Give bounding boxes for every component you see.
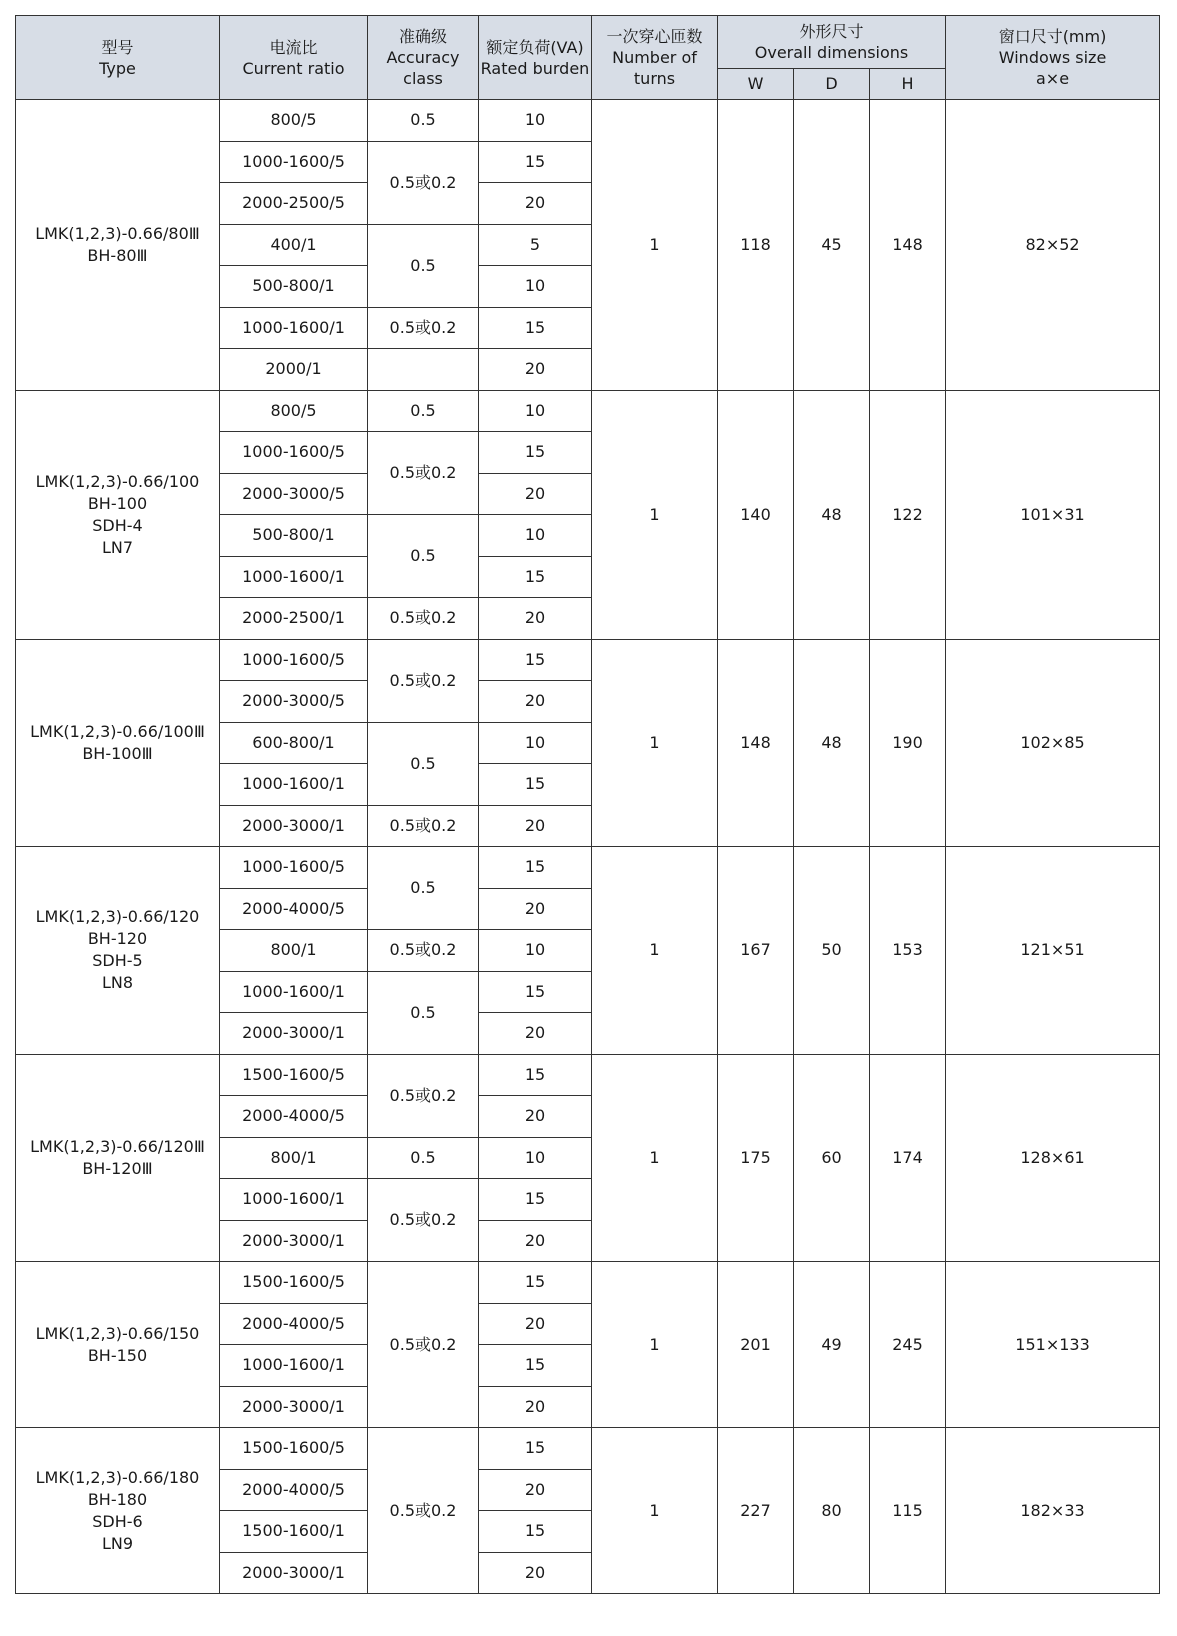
accuracy-class-cell: 0.5或0.2 [368, 1262, 479, 1428]
current-ratio-cell: 500-800/1 [220, 266, 368, 308]
type-line: LMK(1,2,3)-0.66/100 [35, 471, 200, 491]
current-ratio-cell: 2000-2500/5 [220, 183, 368, 225]
table-row [16, 1428, 1160, 1470]
type-line: LMK(1,2,3)-0.66/80Ⅲ [35, 223, 200, 243]
spec-table [15, 15, 1160, 1594]
height-cell: 245 [870, 1262, 946, 1428]
current-ratio-cell: 2000-4000/5 [220, 1303, 368, 1345]
current-ratio-cell: 2000-4000/5 [220, 888, 368, 930]
window-size-cell: 101×31 [946, 390, 1160, 639]
rated-burden-cell: 15 [479, 1511, 592, 1553]
window-size-cell: 82×52 [946, 100, 1160, 391]
accuracy-class-cell: 0.5或0.2 [368, 1428, 479, 1594]
rated-burden-cell: 15 [479, 1428, 592, 1470]
rated-burden-cell: 10 [479, 930, 592, 972]
current-ratio-cell: 1000-1600/1 [220, 307, 368, 349]
type-cell [16, 847, 220, 1055]
rated-burden-cell: 10 [479, 1137, 592, 1179]
window-size-cell: 102×85 [946, 639, 1160, 847]
turns-cell: 1 [592, 390, 718, 639]
current-ratio-cell: 1500-1600/5 [220, 1262, 368, 1304]
type-line: LMK(1,2,3)-0.66/100Ⅲ [30, 721, 205, 741]
window-size-cell: 182×33 [946, 1428, 1160, 1594]
rated-burden-cell: 15 [479, 556, 592, 598]
window-size-cell: 128×61 [946, 1054, 1160, 1262]
current-ratio-cell: 1500-1600/5 [220, 1054, 368, 1096]
current-ratio-cell: 1000-1600/1 [220, 1179, 368, 1221]
turns-cell: 1 [592, 639, 718, 847]
current-ratio-cell: 1500-1600/1 [220, 1511, 368, 1553]
type-cell [16, 1054, 220, 1262]
rated-burden-cell: 15 [479, 847, 592, 889]
type-line: SDH-6 [92, 1511, 143, 1531]
width-cell: 118 [718, 100, 794, 391]
type-line: LMK(1,2,3)-0.66/180 [35, 1467, 200, 1487]
rated-burden-cell: 5 [479, 224, 592, 266]
current-ratio-cell: 2000/1 [220, 349, 368, 391]
current-ratio-cell: 1000-1600/5 [220, 141, 368, 183]
accuracy-class-cell: 0.5 [368, 224, 479, 307]
height-cell: 122 [870, 390, 946, 639]
current-ratio-cell: 2000-3000/1 [220, 1220, 368, 1262]
rated-burden-cell: 10 [479, 390, 592, 432]
rated-burden-cell: 20 [479, 1096, 592, 1138]
type-cell [16, 1428, 220, 1594]
rated-burden-cell: 20 [479, 888, 592, 930]
height-cell: 153 [870, 847, 946, 1055]
rated-burden-cell: 20 [479, 598, 592, 640]
width-cell: 140 [718, 390, 794, 639]
window-size-cell: 151×133 [946, 1262, 1160, 1428]
current-ratio-cell: 600-800/1 [220, 722, 368, 764]
accuracy-class-cell: 0.5 [368, 971, 479, 1054]
type-line: LMK(1,2,3)-0.66/120Ⅲ [30, 1136, 205, 1156]
current-ratio-cell: 800/1 [220, 930, 368, 972]
type-line: BH-150 [87, 1345, 148, 1365]
accuracy-class-cell: 0.5或0.2 [368, 141, 479, 224]
current-ratio-cell: 2000-4000/5 [220, 1096, 368, 1138]
type-line: LN9 [101, 1533, 134, 1553]
type-line: SDH-4 [92, 515, 143, 535]
table-row [16, 390, 1160, 432]
table-row [16, 639, 1160, 681]
current-ratio-cell: 1000-1600/5 [220, 432, 368, 474]
accuracy-class-cell: 0.5或0.2 [368, 930, 479, 972]
current-ratio-cell: 1000-1600/5 [220, 847, 368, 889]
accuracy-class-cell: 0.5或0.2 [368, 639, 479, 722]
current-ratio-cell: 2000-3000/1 [220, 1013, 368, 1055]
header-current-ratio: 电流比 Current ratio [220, 16, 368, 100]
rated-burden-cell: 15 [479, 432, 592, 474]
window-size-cell: 121×51 [946, 847, 1160, 1055]
accuracy-class-cell: 0.5或0.2 [368, 598, 479, 640]
rated-burden-cell: 20 [479, 1469, 592, 1511]
rated-burden-cell: 20 [479, 1386, 592, 1428]
rated-burden-cell: 20 [479, 1220, 592, 1262]
type-line: LMK(1,2,3)-0.66/120 [35, 907, 200, 927]
rated-burden-cell: 15 [479, 971, 592, 1013]
rated-burden-cell: 20 [479, 681, 592, 723]
table-row [16, 847, 1160, 889]
type-line: BH-120 [87, 929, 148, 949]
current-ratio-cell: 1000-1600/1 [220, 971, 368, 1013]
type-cell [16, 100, 220, 391]
depth-cell: 60 [794, 1054, 870, 1262]
rated-burden-cell: 10 [479, 100, 592, 142]
current-ratio-cell: 2000-2500/1 [220, 598, 368, 640]
header-width: W [718, 69, 794, 100]
rated-burden-cell: 15 [479, 141, 592, 183]
width-cell: 175 [718, 1054, 794, 1262]
depth-cell: 45 [794, 100, 870, 391]
turns-cell: 1 [592, 847, 718, 1055]
accuracy-class-cell: 0.5 [368, 390, 479, 432]
accuracy-class-cell: 0.5或0.2 [368, 307, 479, 349]
accuracy-class-cell: 0.5 [368, 100, 479, 142]
header-number-of-turns: 一次穿心匝数 Number of turns [592, 16, 718, 100]
current-ratio-cell: 2000-3000/5 [220, 473, 368, 515]
height-cell: 115 [870, 1428, 946, 1594]
current-ratio-cell: 800/5 [220, 100, 368, 142]
type-line: BH-120Ⅲ [82, 1158, 153, 1178]
depth-cell: 48 [794, 390, 870, 639]
rated-burden-cell: 20 [479, 473, 592, 515]
current-ratio-cell: 800/1 [220, 1137, 368, 1179]
current-ratio-cell: 500-800/1 [220, 515, 368, 557]
type-line: LN8 [101, 973, 134, 993]
table-row [16, 100, 1160, 142]
header-overall-dimensions: 外形尺寸 Overall dimensions [718, 16, 946, 69]
table-row [16, 1262, 1160, 1304]
width-cell: 167 [718, 847, 794, 1055]
height-cell: 174 [870, 1054, 946, 1262]
accuracy-class-cell [368, 349, 479, 391]
header-depth: D [794, 69, 870, 100]
rated-burden-cell: 10 [479, 722, 592, 764]
current-ratio-cell: 2000-4000/5 [220, 1469, 368, 1511]
rated-burden-cell: 15 [479, 1262, 592, 1304]
rated-burden-cell: 10 [479, 515, 592, 557]
rated-burden-cell: 20 [479, 1013, 592, 1055]
rated-burden-cell: 20 [479, 183, 592, 225]
rated-burden-cell: 15 [479, 639, 592, 681]
width-cell: 148 [718, 639, 794, 847]
current-ratio-cell: 2000-3000/5 [220, 681, 368, 723]
rated-burden-cell: 20 [479, 1303, 592, 1345]
current-ratio-cell: 2000-3000/1 [220, 1386, 368, 1428]
header-window-size: 窗口尺寸(mm) Windows size a×e [946, 16, 1160, 100]
accuracy-class-cell: 0.5或0.2 [368, 1054, 479, 1137]
type-line: LMK(1,2,3)-0.66/150 [35, 1323, 200, 1343]
rated-burden-cell: 15 [479, 1345, 592, 1387]
current-ratio-cell: 1000-1600/1 [220, 764, 368, 806]
height-cell: 190 [870, 639, 946, 847]
turns-cell: 1 [592, 1262, 718, 1428]
accuracy-class-cell: 0.5 [368, 1137, 479, 1179]
table-body [16, 100, 1160, 1594]
depth-cell: 50 [794, 847, 870, 1055]
type-cell [16, 1262, 220, 1428]
current-ratio-cell: 1000-1600/5 [220, 639, 368, 681]
accuracy-class-cell: 0.5 [368, 515, 479, 598]
header-rated-burden: 额定负荷(VA) Rated burden [479, 16, 592, 100]
type-line: SDH-5 [92, 951, 143, 971]
turns-cell: 1 [592, 1054, 718, 1262]
current-ratio-cell: 400/1 [220, 224, 368, 266]
type-cell [16, 639, 220, 847]
height-cell: 148 [870, 100, 946, 391]
type-line: BH-100Ⅲ [82, 743, 153, 763]
rated-burden-cell: 15 [479, 307, 592, 349]
rated-burden-cell: 20 [479, 1552, 592, 1594]
accuracy-class-cell: 0.5 [368, 847, 479, 930]
depth-cell: 49 [794, 1262, 870, 1428]
rated-burden-cell: 20 [479, 349, 592, 391]
type-line: BH-100 [87, 493, 148, 513]
current-ratio-cell: 2000-3000/1 [220, 1552, 368, 1594]
width-cell: 201 [718, 1262, 794, 1428]
rated-burden-cell: 20 [479, 805, 592, 847]
table-row [16, 1054, 1160, 1096]
accuracy-class-cell: 0.5 [368, 722, 479, 805]
accuracy-class-cell: 0.5或0.2 [368, 1179, 479, 1262]
rated-burden-cell: 15 [479, 1179, 592, 1221]
depth-cell: 48 [794, 639, 870, 847]
accuracy-class-cell: 0.5或0.2 [368, 805, 479, 847]
header-height: H [870, 69, 946, 100]
type-line: LN7 [101, 537, 134, 557]
type-cell [16, 390, 220, 639]
type-line: BH-80Ⅲ [87, 245, 148, 265]
turns-cell: 1 [592, 100, 718, 391]
current-ratio-cell: 2000-3000/1 [220, 805, 368, 847]
rated-burden-cell: 15 [479, 1054, 592, 1096]
current-ratio-cell: 1000-1600/1 [220, 1345, 368, 1387]
rated-burden-cell: 15 [479, 764, 592, 806]
current-ratio-cell: 1000-1600/1 [220, 556, 368, 598]
turns-cell: 1 [592, 1428, 718, 1594]
depth-cell: 80 [794, 1428, 870, 1594]
header-type: 型号 Type [16, 16, 220, 100]
table-header [16, 16, 1160, 100]
current-ratio-cell: 800/5 [220, 390, 368, 432]
accuracy-class-cell: 0.5或0.2 [368, 432, 479, 515]
type-line: BH-180 [87, 1489, 148, 1509]
width-cell: 227 [718, 1428, 794, 1594]
rated-burden-cell: 10 [479, 266, 592, 308]
current-ratio-cell: 1500-1600/5 [220, 1428, 368, 1470]
header-accuracy-class: 准确级 Accuracy class [368, 16, 479, 100]
